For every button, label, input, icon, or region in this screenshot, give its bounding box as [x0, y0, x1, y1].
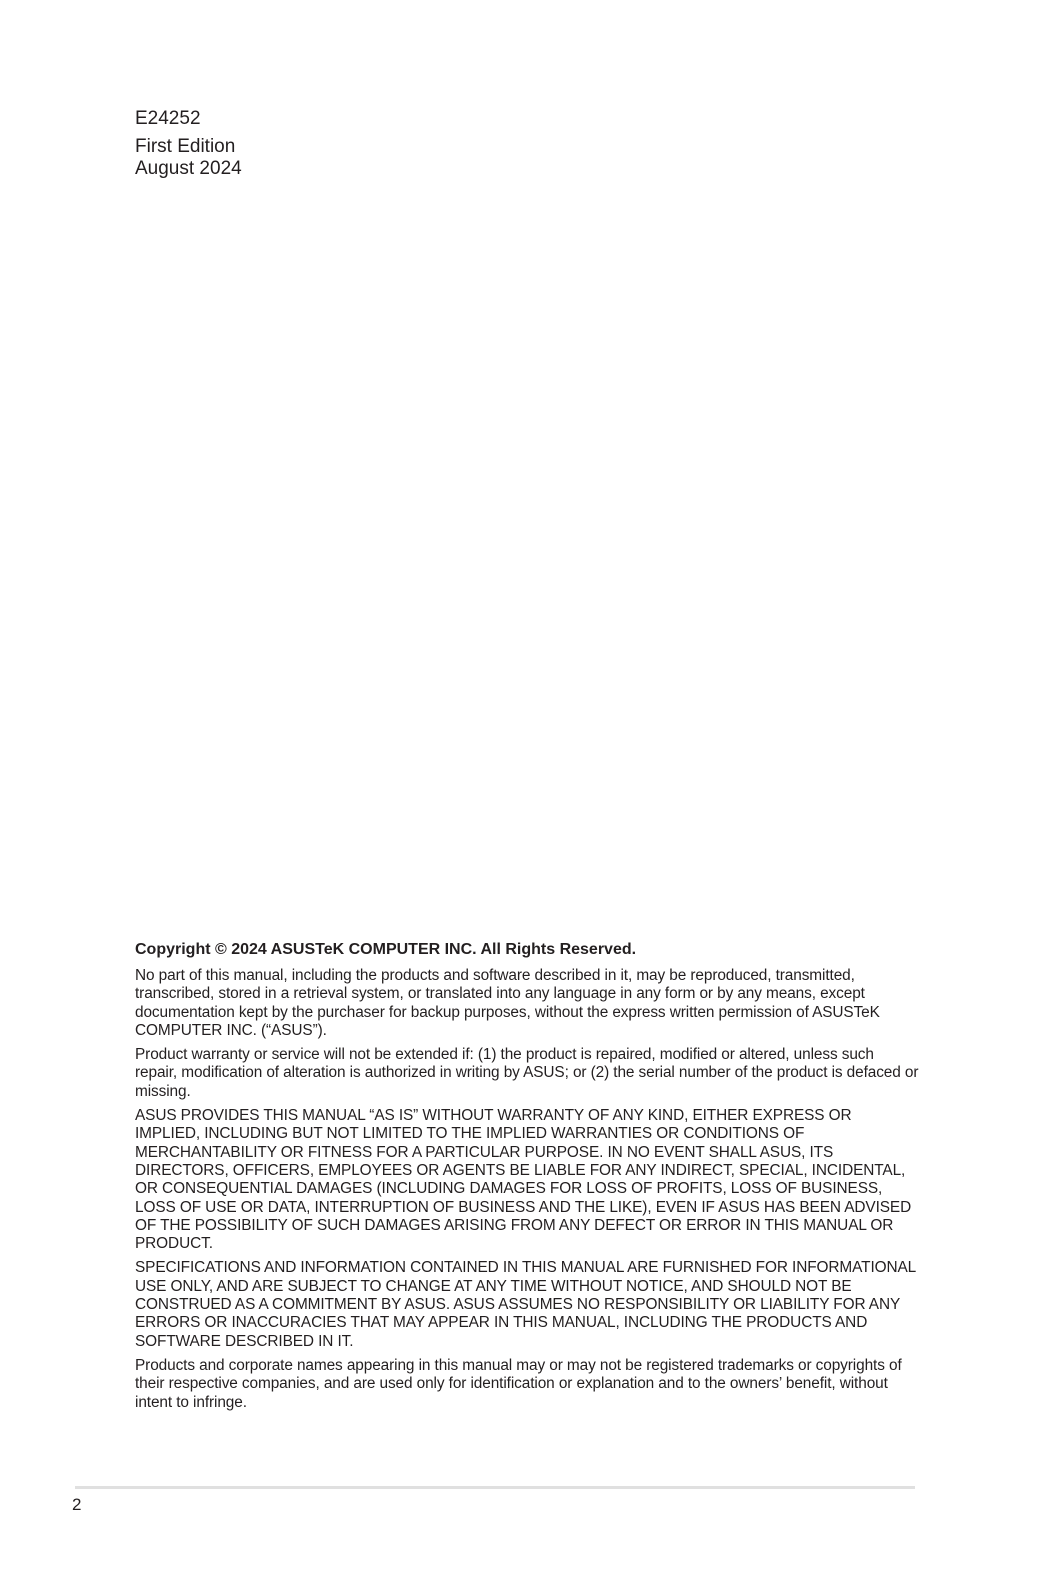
reproduction-paragraph: No part of this manual, including the products and software described in it, may be reproduced, transmitted, transcribed, stored in a retrieval system, or translated into any language in any form or by any means, except documentation kept by the purchaser for backup purposes, without the express written permission of ASUSTeK COMPUTER INC. (“ASUS”).: [135, 967, 880, 1039]
page-number: 2: [72, 1495, 82, 1514]
warranty-paragraph: Product warranty or service will not be extended if: (1) the product is repaired, modified or altered, unless such repair, modification of alteration is authorized in writing by ASUS; or (2) the serial number of the product is defaced or missing.: [135, 1046, 919, 1100]
publication-date: August 2024: [135, 158, 242, 179]
specifications-paragraph: SPECIFICATIONS AND INFORMATION CONTAINED IN THIS MANUAL ARE FURNISHED FOR INFORMATIONAL USE ONLY, AND ARE SUBJECT TO CHANGE AT ANY TIME WITHOUT NOTICE, AND SHOULD NOT BE CONSTRUED AS A COMMITMENT BY ASUS. ASUS ASSUMES NO RESPONSIBILITY OR LIABILITY FOR ANY ERRORS OR INACCURACIES THAT MAY APPEAR IN THIS MANUAL, INCLUDING THE PRODUCTS AND SOFTWARE DESCRIBED IN IT.: [135, 1259, 916, 1350]
footer-divider: [75, 1486, 915, 1489]
document-header: [135, 108, 242, 180]
edition-label: First Edition: [135, 136, 236, 157]
copyright-notice: [135, 940, 920, 1418]
copyright-title: Copyright © 2024 ASUSTeK COMPUTER INC. All Rights Reserved.: [135, 941, 637, 958]
document-code: E24252: [135, 108, 201, 129]
trademarks-paragraph: Products and corporate names appearing in this manual may or may not be registered trademarks or copyrights of their respective companies, and are used only for identification or explanation and to the owners’ benefit, without intent to infringe.: [135, 1356, 902, 1411]
disclaimer-paragraph: ASUS PROVIDES THIS MANUAL “AS IS” WITHOUT WARRANTY OF ANY KIND, EITHER EXPRESS OR IMPLIED, INCLUDING BUT NOT LIMITED TO THE IMPLIED WARRANTIES OR CONDITIONS OF MERCHANTABILITY OR FITNESS FOR A PARTICULAR PURPOSE. IN NO EVENT SHALL ASUS, ITS DIRECTORS, OFFICERS, EMPLOYEES OR AGENTS BE LIABLE FOR ANY INDIRECT, SPECIAL, INCIDENTAL, OR CONSEQUENTIAL DAMAGES (INCLUDING DAMAGES FOR LOSS OF PROFITS, LOSS OF BUSINESS, LOSS OF USE OR DATA, INTERRUPTION OF BUSINESS AND THE LIKE), EVEN IF ASUS HAS BEEN ADVISED OF THE POSSIBILITY OF SUCH DAMAGES ARISING FROM ANY DEFECT OR ERROR IN THIS MANUAL OR PRODUCT.: [135, 1107, 912, 1253]
